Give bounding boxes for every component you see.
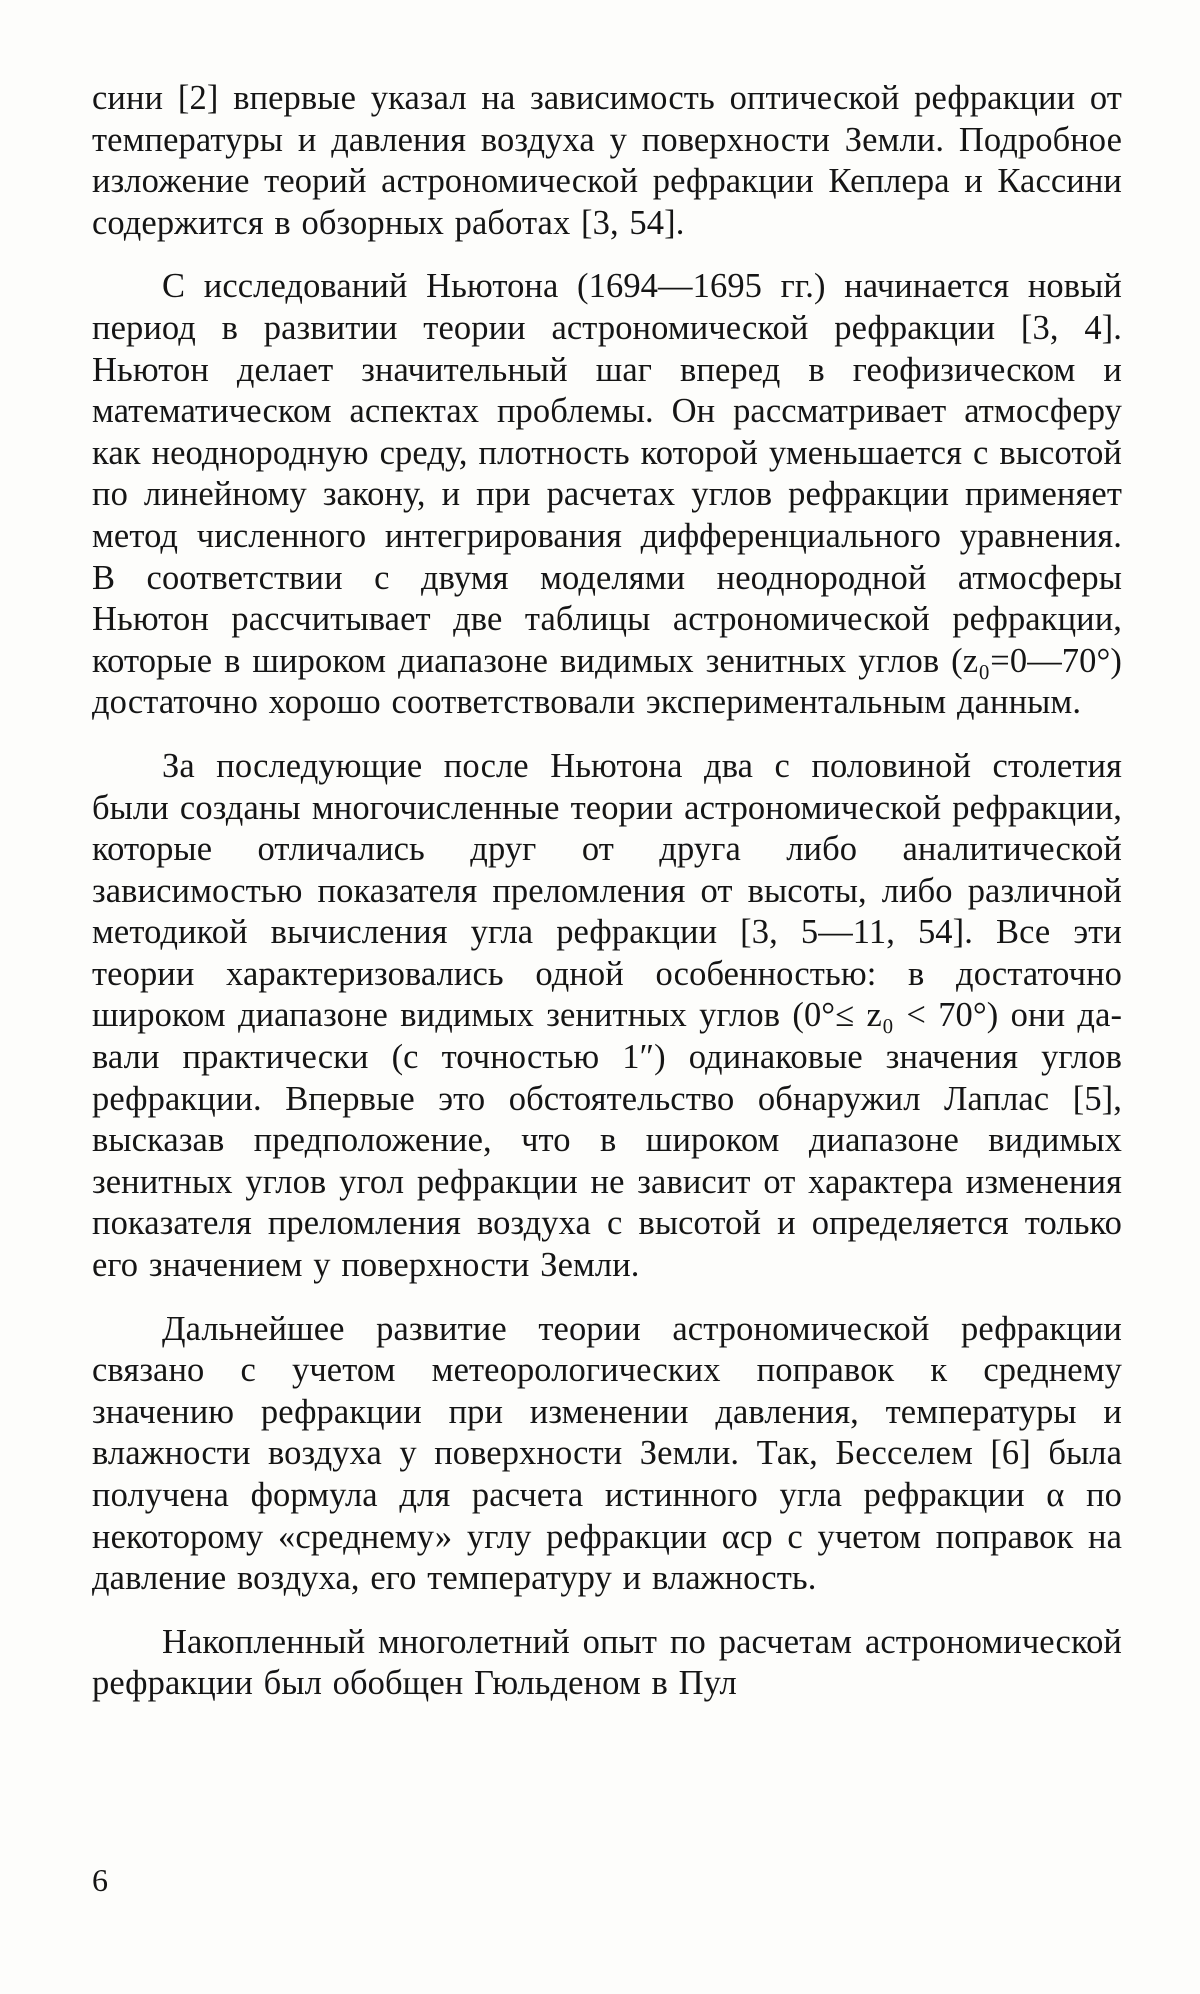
- paragraph-1: сини [2] впервые указал на зависимость оптической рефракции от температуры и давления воздуха у поверхности Земли. Подробное изложение теорий астрономической рефракции Кеплера и Кассини содержится в обзорных работах [3, 54].: [92, 79, 1122, 242]
- page-number: 6: [92, 1862, 108, 1898]
- main-text-block: [92, 78, 1122, 1705]
- paragraph-5: Накопленный многолетний опыт по расчетам астрономической рефракции был обобщен Гюльденом в Пул: [92, 1622, 1122, 1703]
- paragraph-2: С исследований Ньютона (1694—1695 гг.) начинается новый период в развитии теории астрономической рефракции [3, 4]. Ньютон делает значительный шаг вперед в геофизическом и математическом аспектах проблемы. Он рассматривает атмосферу как неоднородную среду, плотность которой уменьшается с высотой по линейному закону, и при расчетах углов рефракции применяет метод численного интегрирования дифференциального уравнения. В соответствии с двумя моделями неоднородной атмосферы Ньютон рассчитывает две таблицы астрономической рефракции, которые в широком диапазоне видимых зенитных углов (z₀=0—70°) достаточно хорошо соответствовали экспериментальным данным.: [92, 267, 1122, 722]
- paragraph-3: За последующие после Ньютона два с половиной столетия были созданы многочисленные теории астрономической рефракции, которые отличались друг от друга либо аналитической зависимостью показателя преломления от высоты, либо различной методикой вычисления угла рефракции [3, 5—11, 54]. Все эти теории характеризовались одной особенностью: в достаточно широком диапазоне видимых зенитных углов (0°≤ z₀ < 70°) они давали практически (с точностью 1″) одинаковые значения углов рефракции. Впервые это обстоятельство обнаружил Лаплас [5], высказав предположение, что в широком диапазоне видимых зенитных углов угол рефракции не зависит от характера изменения показателя преломления воздуха с высотой и определяется только его значением у поверхности Земли.: [92, 746, 1122, 1285]
- paragraph-4: Дальнейшее развитие теории астрономической рефракции связано с учетом метеорологических поправок к среднему значению рефракции при изменении давления, температуры и влажности воздуха у поверхности Земли. Так, Бесселем [6] была получена формула для расчета истинного угла рефракции α по некоторому «среднему» углу рефракции αср с учетом поправок на давление воздуха, его температуру и влажность.: [92, 1309, 1122, 1598]
